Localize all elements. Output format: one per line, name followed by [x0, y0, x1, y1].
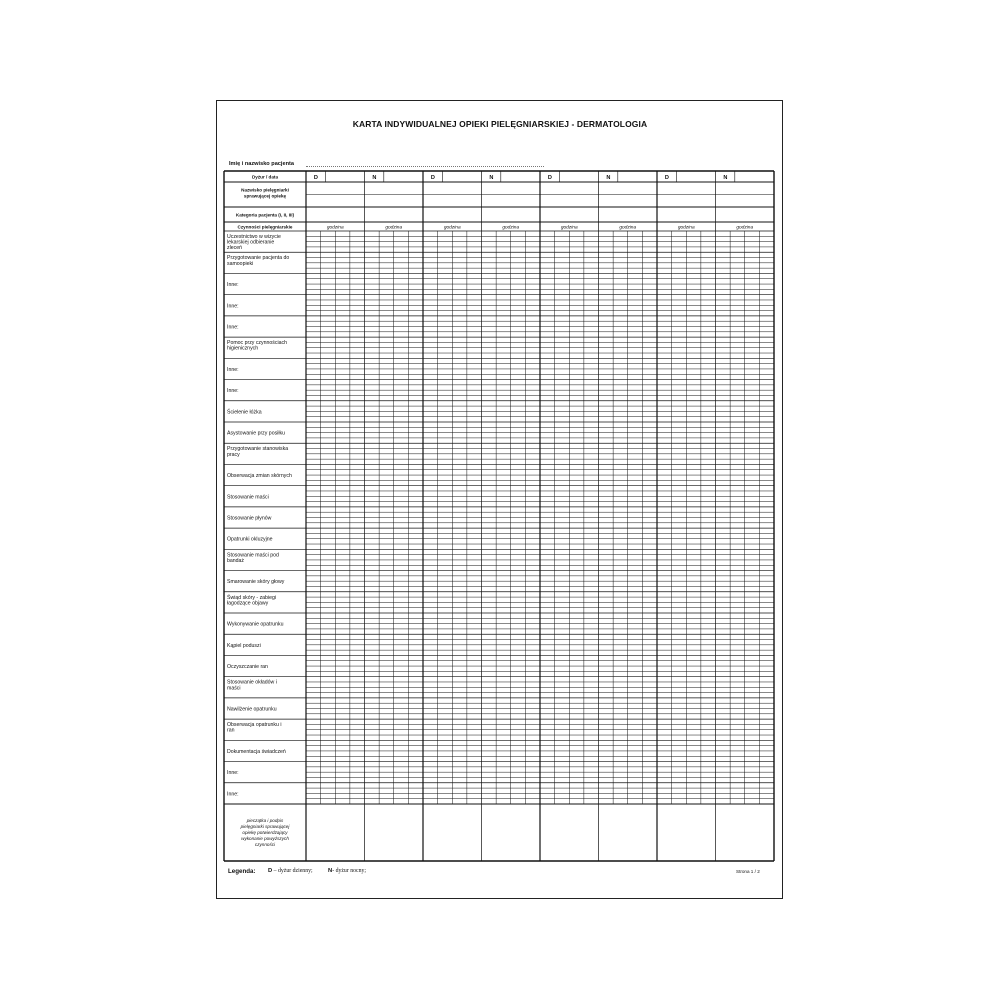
- shift-code: D: [430, 175, 435, 181]
- shift-code: D: [547, 175, 552, 181]
- shift-code: N: [606, 175, 611, 181]
- hour-label: godzina: [677, 225, 695, 231]
- activities-label: Czynności pielęgniarskie: [237, 224, 293, 230]
- activity-label: Obserwacja zmian skórnych: [227, 473, 292, 480]
- hour-label: godzina: [560, 225, 578, 231]
- activity-label: bandaż: [227, 557, 245, 564]
- legend-night-key: N: [328, 868, 333, 874]
- hour-label: godzina: [502, 225, 520, 231]
- signature-label: pieczątka i podpis: [246, 818, 284, 823]
- shift-code: D: [664, 175, 669, 181]
- hour-label: godzina: [736, 225, 754, 231]
- document-title: KARTA INDYWIDUALNEJ OPIEKI PIELĘGNIARSKIEJ - DERMATOLOGIA: [352, 119, 648, 129]
- nurse-name-label: Nazwisko pielęgniarki: [241, 187, 289, 193]
- activity-label: Kąpiel poduszi: [227, 642, 261, 649]
- activity-label: ran: [227, 727, 235, 734]
- activity-label: Stosowanie maści: [227, 494, 269, 501]
- activity-label: Inne:: [227, 366, 239, 373]
- hour-label: godzina: [326, 225, 344, 231]
- signature-label: opiekę potwierdzający: [242, 830, 288, 835]
- hour-label: godzina: [443, 225, 461, 231]
- activity-label: Ścielenie łóżka: [227, 409, 262, 416]
- activity-label: Nawilżenie opatrunku: [227, 706, 277, 713]
- activity-label: Smarowanie skóry głowy: [227, 579, 285, 586]
- activity-label: Wykonywanie opatrunku: [227, 621, 284, 628]
- activity-label: samoopieki: [227, 260, 254, 267]
- activity-label: Pomoc przy czynnościach: [227, 340, 287, 347]
- activity-label: higienicznych: [227, 345, 259, 352]
- activity-label: Stosowanie maści pod: [227, 552, 279, 559]
- activity-label: Uczestnictwo w wizycie: [227, 234, 281, 240]
- activity-label: Dokumentacja świadczeń: [227, 748, 286, 755]
- legend-label: Legenda:: [228, 868, 256, 875]
- legend-day-key: D: [268, 868, 273, 874]
- activity-label: łagodzące objawy: [227, 600, 269, 607]
- shift-code: N: [372, 175, 377, 181]
- activity-label: Stosowanie okładów i: [227, 679, 277, 686]
- activity-label: maści: [227, 685, 241, 692]
- activity-label: Inne:: [227, 303, 239, 310]
- activity-label: Inne:: [227, 282, 239, 289]
- activity-label: pracy: [227, 451, 240, 458]
- activity-label: Asystowanie przy posiłku: [227, 430, 285, 437]
- activity-label: Oczyszczanie ran: [227, 664, 268, 671]
- activity-label: Stosowanie płynów: [227, 515, 272, 522]
- patient-category-label: Kategoria pacjenta (I, II, III): [235, 212, 295, 218]
- activity-label: Przygotowanie stanowiska: [227, 446, 289, 453]
- activity-label: Opatrunki okluzyjne: [227, 536, 273, 543]
- activity-label: lekarskiej odbieranie: [227, 239, 275, 246]
- activity-label: zleceń: [227, 245, 242, 252]
- activity-label: Inne:: [227, 791, 239, 798]
- activity-label: Świąd skóry - zabiegi: [227, 594, 277, 601]
- legend-night-text: - dyżur nocny;: [332, 868, 366, 874]
- nurse-name-label: sprawującej opiekę: [243, 193, 287, 199]
- hour-label: godzina: [619, 225, 637, 231]
- page-number: Strona 1 / 2: [736, 869, 760, 874]
- signature-label: czynności: [254, 842, 276, 847]
- legend-night: [328, 868, 366, 874]
- signature-label: pielęgniarki sprawującej: [240, 824, 290, 829]
- patient-name-label: Imię i nazwisko pacjenta: [229, 161, 294, 167]
- signature-label: wykonanie powyższych: [241, 836, 289, 841]
- activity-label: Inne:: [227, 324, 239, 331]
- legend-day: [268, 868, 313, 874]
- legend-day-text: – dyżur dzienny;: [273, 868, 313, 874]
- activity-label: Przygotowanie pacjenta do: [227, 255, 290, 262]
- activity-label: Inne:: [227, 388, 239, 395]
- shift-code: N: [489, 175, 494, 181]
- shift-date-label: Dyżur / data: [251, 174, 279, 180]
- shift-code: D: [313, 175, 318, 181]
- shift-code: N: [723, 175, 728, 181]
- activity-label: Inne:: [227, 770, 239, 777]
- hour-label: godzina: [385, 225, 403, 231]
- activity-label: Obserwacja opatrunku i: [227, 722, 282, 729]
